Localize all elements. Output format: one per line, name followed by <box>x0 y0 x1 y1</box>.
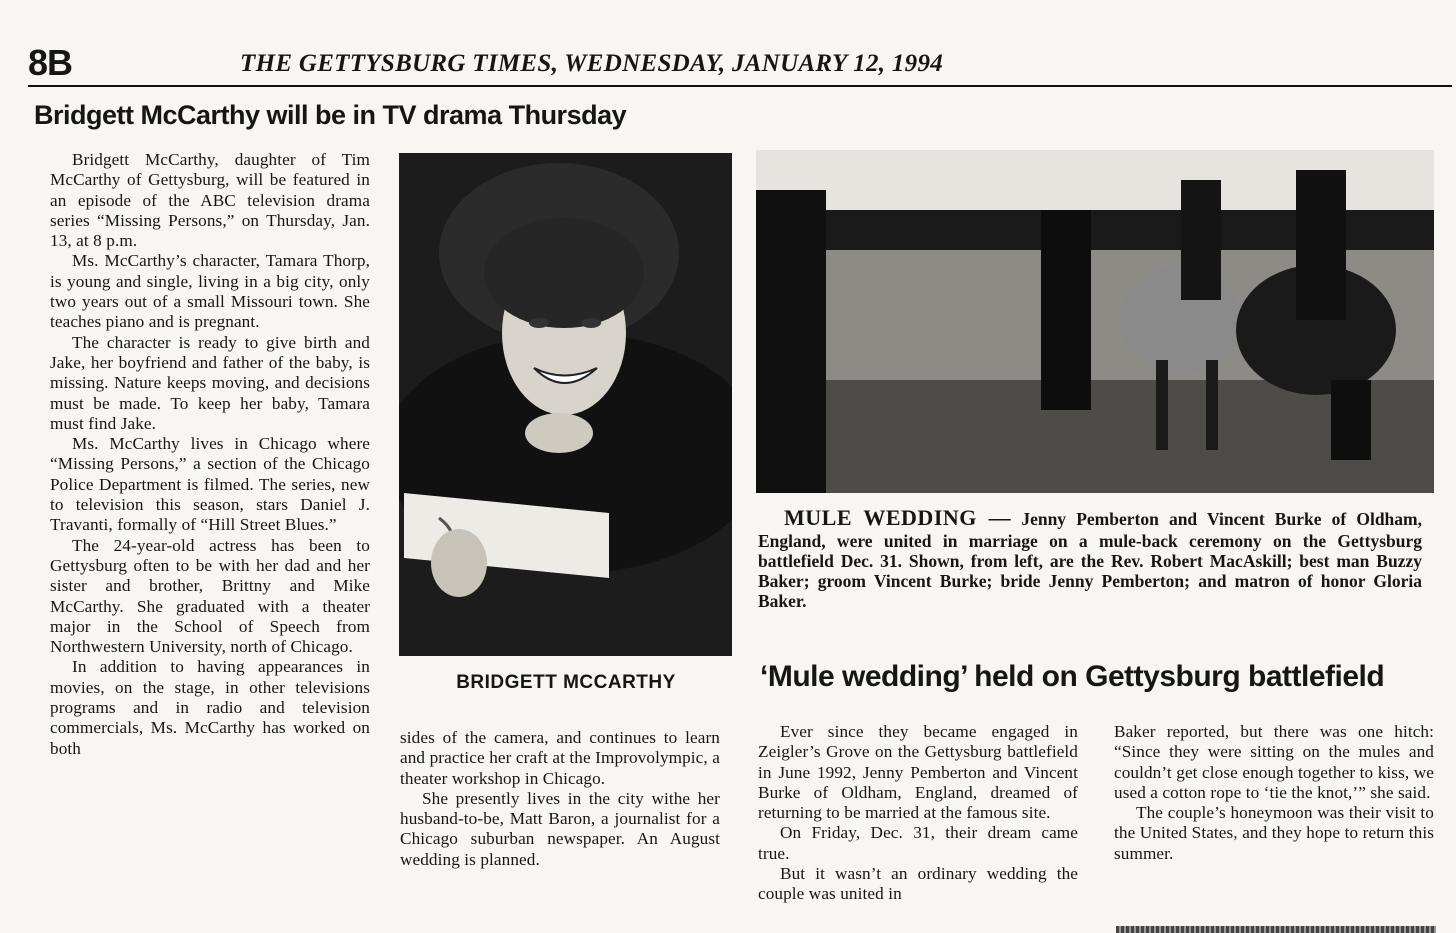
portrait-caption: BRIDGETT MCCARTHY <box>456 672 676 693</box>
paragraph: The 24-year-old actress has been to Gettysburg often to be with her dad and her sister and brother, Brittny and Mike McCarthy. She graduated with a theater major in the School of Speech from Northwestern University, north of Chicago. <box>50 535 370 657</box>
paragraph: She presently lives in the city withe her husband-to-be, Matt Baron, a journalist for a Chicago suburban newspaper. An August wedding is planned. <box>400 788 720 869</box>
article-column-2 <box>400 728 720 870</box>
article-column-4 <box>1114 722 1434 864</box>
masthead-title: THE GETTYSBURG TIMES, WEDNESDAY, JANUARY 12, 1994 <box>240 50 944 77</box>
paragraph: Baker reported, but there was one hitch: “Since they were sitting on the mules and couldn’t get close enough together to kiss, we used a cotton rope to ‘tie the knot,’” she said. <box>1114 722 1434 802</box>
article-column-1 <box>50 150 370 759</box>
paragraph: But it wasn’t an ordinary wedding the couple was united in <box>758 864 1078 904</box>
photo-cutline <box>758 505 1422 611</box>
mule-wedding-photo <box>756 150 1434 493</box>
masthead-rule <box>28 85 1452 87</box>
paragraph: In addition to having appearances in movies, on the stage, in other televisions programs and in radio and television commercials, Ms. McCarthy has worked on both <box>50 657 370 758</box>
advertisement-edge <box>1116 926 1436 933</box>
paragraph: Ever since they became engaged in Zeigler’s Grove on the Gettysburg battlefield in June 1992, Jenny Pemberton and Vincent Burke of Oldham, England, dreamed of returning to be married at the famous site. <box>758 722 1078 823</box>
article-headline-mccarthy: Bridgett McCarthy will be in TV drama Thursday <box>34 100 627 130</box>
paragraph: The character is ready to give birth and Jake, her boyfriend and father of the baby, is missing. Nature keeps moving, and decisions must be made. To keep her baby, Tamara must find Jake. <box>50 332 370 433</box>
paragraph: Ms. McCarthy’s character, Tamara Thorp, is young and single, living in a big city, only two years out of a small Missouri town. She teaches piano and is pregnant. <box>50 251 370 332</box>
article-column-3 <box>758 722 1078 927</box>
portrait-photo <box>399 153 732 656</box>
paragraph: Bridgett McCarthy, daughter of Tim McCarthy of Gettysburg, will be featured in an episode of the ABC television drama series “Missing Persons,” on Thursday, Jan. 13, at 8 p.m. <box>50 150 370 251</box>
page-number: 8B <box>28 42 73 83</box>
paragraph: Ms. McCarthy lives in Chicago where “Missing Persons,” a section of the Chicago Police Department is filmed. The series, new to television this season, stars Daniel J. Travanti, formally of “Hill Street Blues.” <box>50 434 370 535</box>
paragraph: sides of the camera, and continues to learn and practice her craft at the Improvolympic, a theater workshop in Chicago. <box>400 728 720 788</box>
paragraph: The couple’s honeymoon was their visit to the United States, and they hope to return this summer. <box>1114 803 1434 863</box>
article-headline-mule-wedding: ‘Mule wedding’ held on Gettysburg battlefield <box>760 660 1385 693</box>
mule-wedding-photo-image <box>756 150 1434 493</box>
cutline-text: Jenny Pemberton and Vincent Burke of Oldham, England, were united in marriage on a mule-back ceremony on the Gettysburg battlefield Dec. 31. Shown, from left, are the Rev. Robert MacAskill; best man Buzzy Baker; groom Vincent Burke; bride Jenny Pemberton; and matron of honor Gloria Baker. <box>758 509 1422 611</box>
paragraph: On Friday, Dec. 31, their dream came true. <box>758 823 1078 863</box>
cutline-kicker: MULE WEDDING — <box>784 505 1012 530</box>
portrait-photo-image <box>399 153 732 656</box>
